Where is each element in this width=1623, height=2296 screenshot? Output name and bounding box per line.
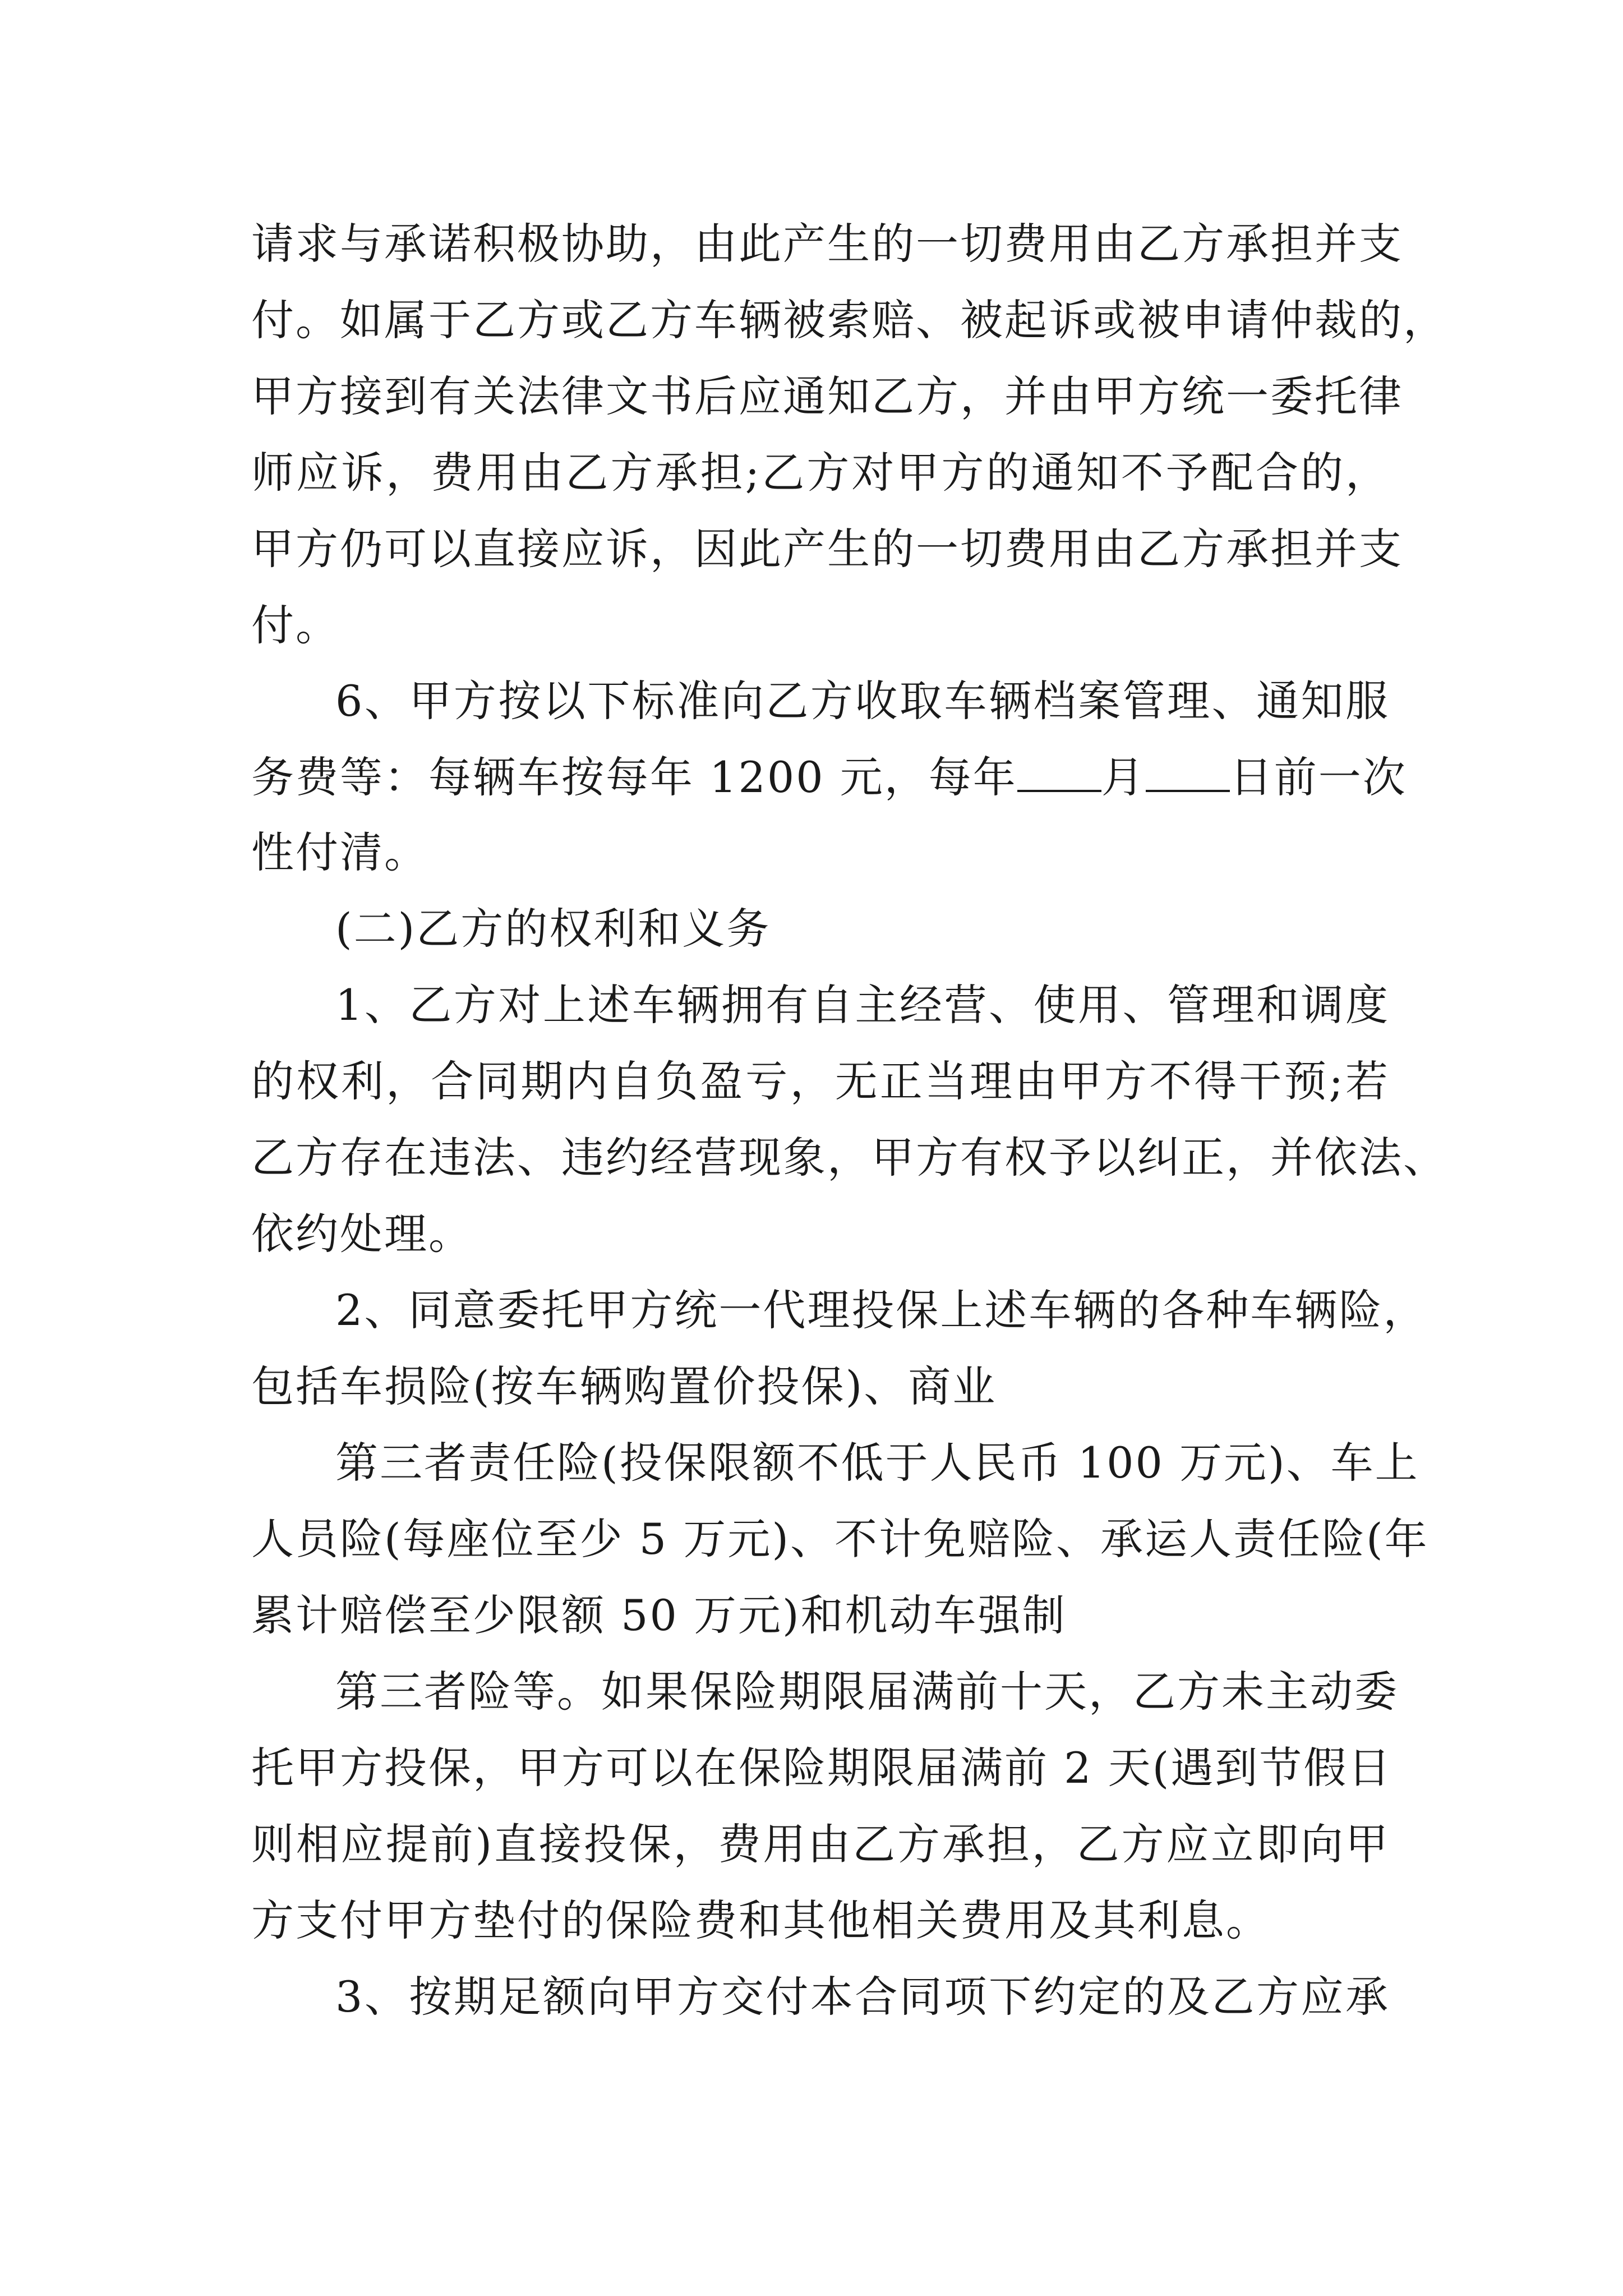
- paragraph-line: 请求与承诺积极协助，由此产生的一切费用由乙方承担并支: [251, 219, 1403, 269]
- month-blank: [1017, 755, 1101, 792]
- paragraph-line: 性付清。: [251, 827, 428, 877]
- paragraph-line: 第三者责任险(投保限额不低于人民币 100 万元)、车上: [335, 1438, 1419, 1488]
- paragraph-line: 付。如属于乙方或乙方车辆被索赔、被起诉或被申请仲裁的，: [251, 295, 1447, 345]
- paragraph-line: 累计赔偿至少限额 50 万元)和机动车强制: [251, 1590, 1067, 1640]
- paragraph-line: 人员险(每座位至少 5 万元)、不计免赔险、承运人责任险(年: [251, 1514, 1429, 1564]
- fee-text: 务费等：每辆车按每年 1200 元，每年: [251, 752, 1017, 802]
- paragraph-line: 则相应提前)直接投保，费用由乙方承担，乙方应立即向甲: [251, 1819, 1390, 1869]
- day-blank: [1146, 755, 1230, 792]
- paragraph-line: 包括车损险(按车辆购置价投保)、商业: [251, 1361, 997, 1411]
- clause-6-heading-line: 6、甲方按以下标准向乙方收取车辆档案管理、通知服: [335, 676, 1390, 726]
- clause-2-line: 2、同意委托甲方统一代理投保上述车辆的各种车辆险，: [335, 1285, 1428, 1335]
- paragraph-line: 的权利，合同期内自负盈亏，无正当理由甲方不得干预;若: [251, 1056, 1390, 1106]
- paragraph-line: 托甲方投保，甲方可以在保险期限届满前 2 天(遇到节假日: [251, 1743, 1393, 1793]
- paragraph-line: 依约处理。: [251, 1209, 473, 1259]
- paragraph-line: 甲方接到有关法律文书后应通知乙方，并由甲方统一委托律: [251, 371, 1403, 421]
- month-label: 月: [1101, 752, 1146, 802]
- clause-1-line: 1、乙方对上述车辆拥有自主经营、使用、管理和调度: [335, 980, 1390, 1030]
- paragraph-line: 第三者险等。如果保险期限届满前十天，乙方未主动委: [335, 1667, 1399, 1717]
- paragraph-line: 方支付甲方垫付的保险费和其他相关费用及其利息。: [251, 1895, 1270, 1945]
- fee-line: [251, 749, 1407, 806]
- section-heading: (二)乙方的权利和义务: [335, 904, 771, 954]
- paragraph-line: 师应诉，费用由乙方承担;乙方对甲方的通知不予配合的，: [251, 448, 1390, 498]
- paragraph-line: 乙方存在违法、违约经营现象，甲方有权予以纠正，并依法、: [251, 1133, 1447, 1182]
- day-label: 日前一次: [1229, 752, 1407, 802]
- document-page: [251, 0, 1447, 2296]
- clause-3-line: 3、按期足额向甲方交付本合同项下约定的及乙方应承: [335, 1972, 1390, 2022]
- paragraph-line: 甲方仍可以直接应诉，因此产生的一切费用由乙方承担并支: [251, 524, 1403, 574]
- paragraph-line: 付。: [251, 600, 340, 650]
